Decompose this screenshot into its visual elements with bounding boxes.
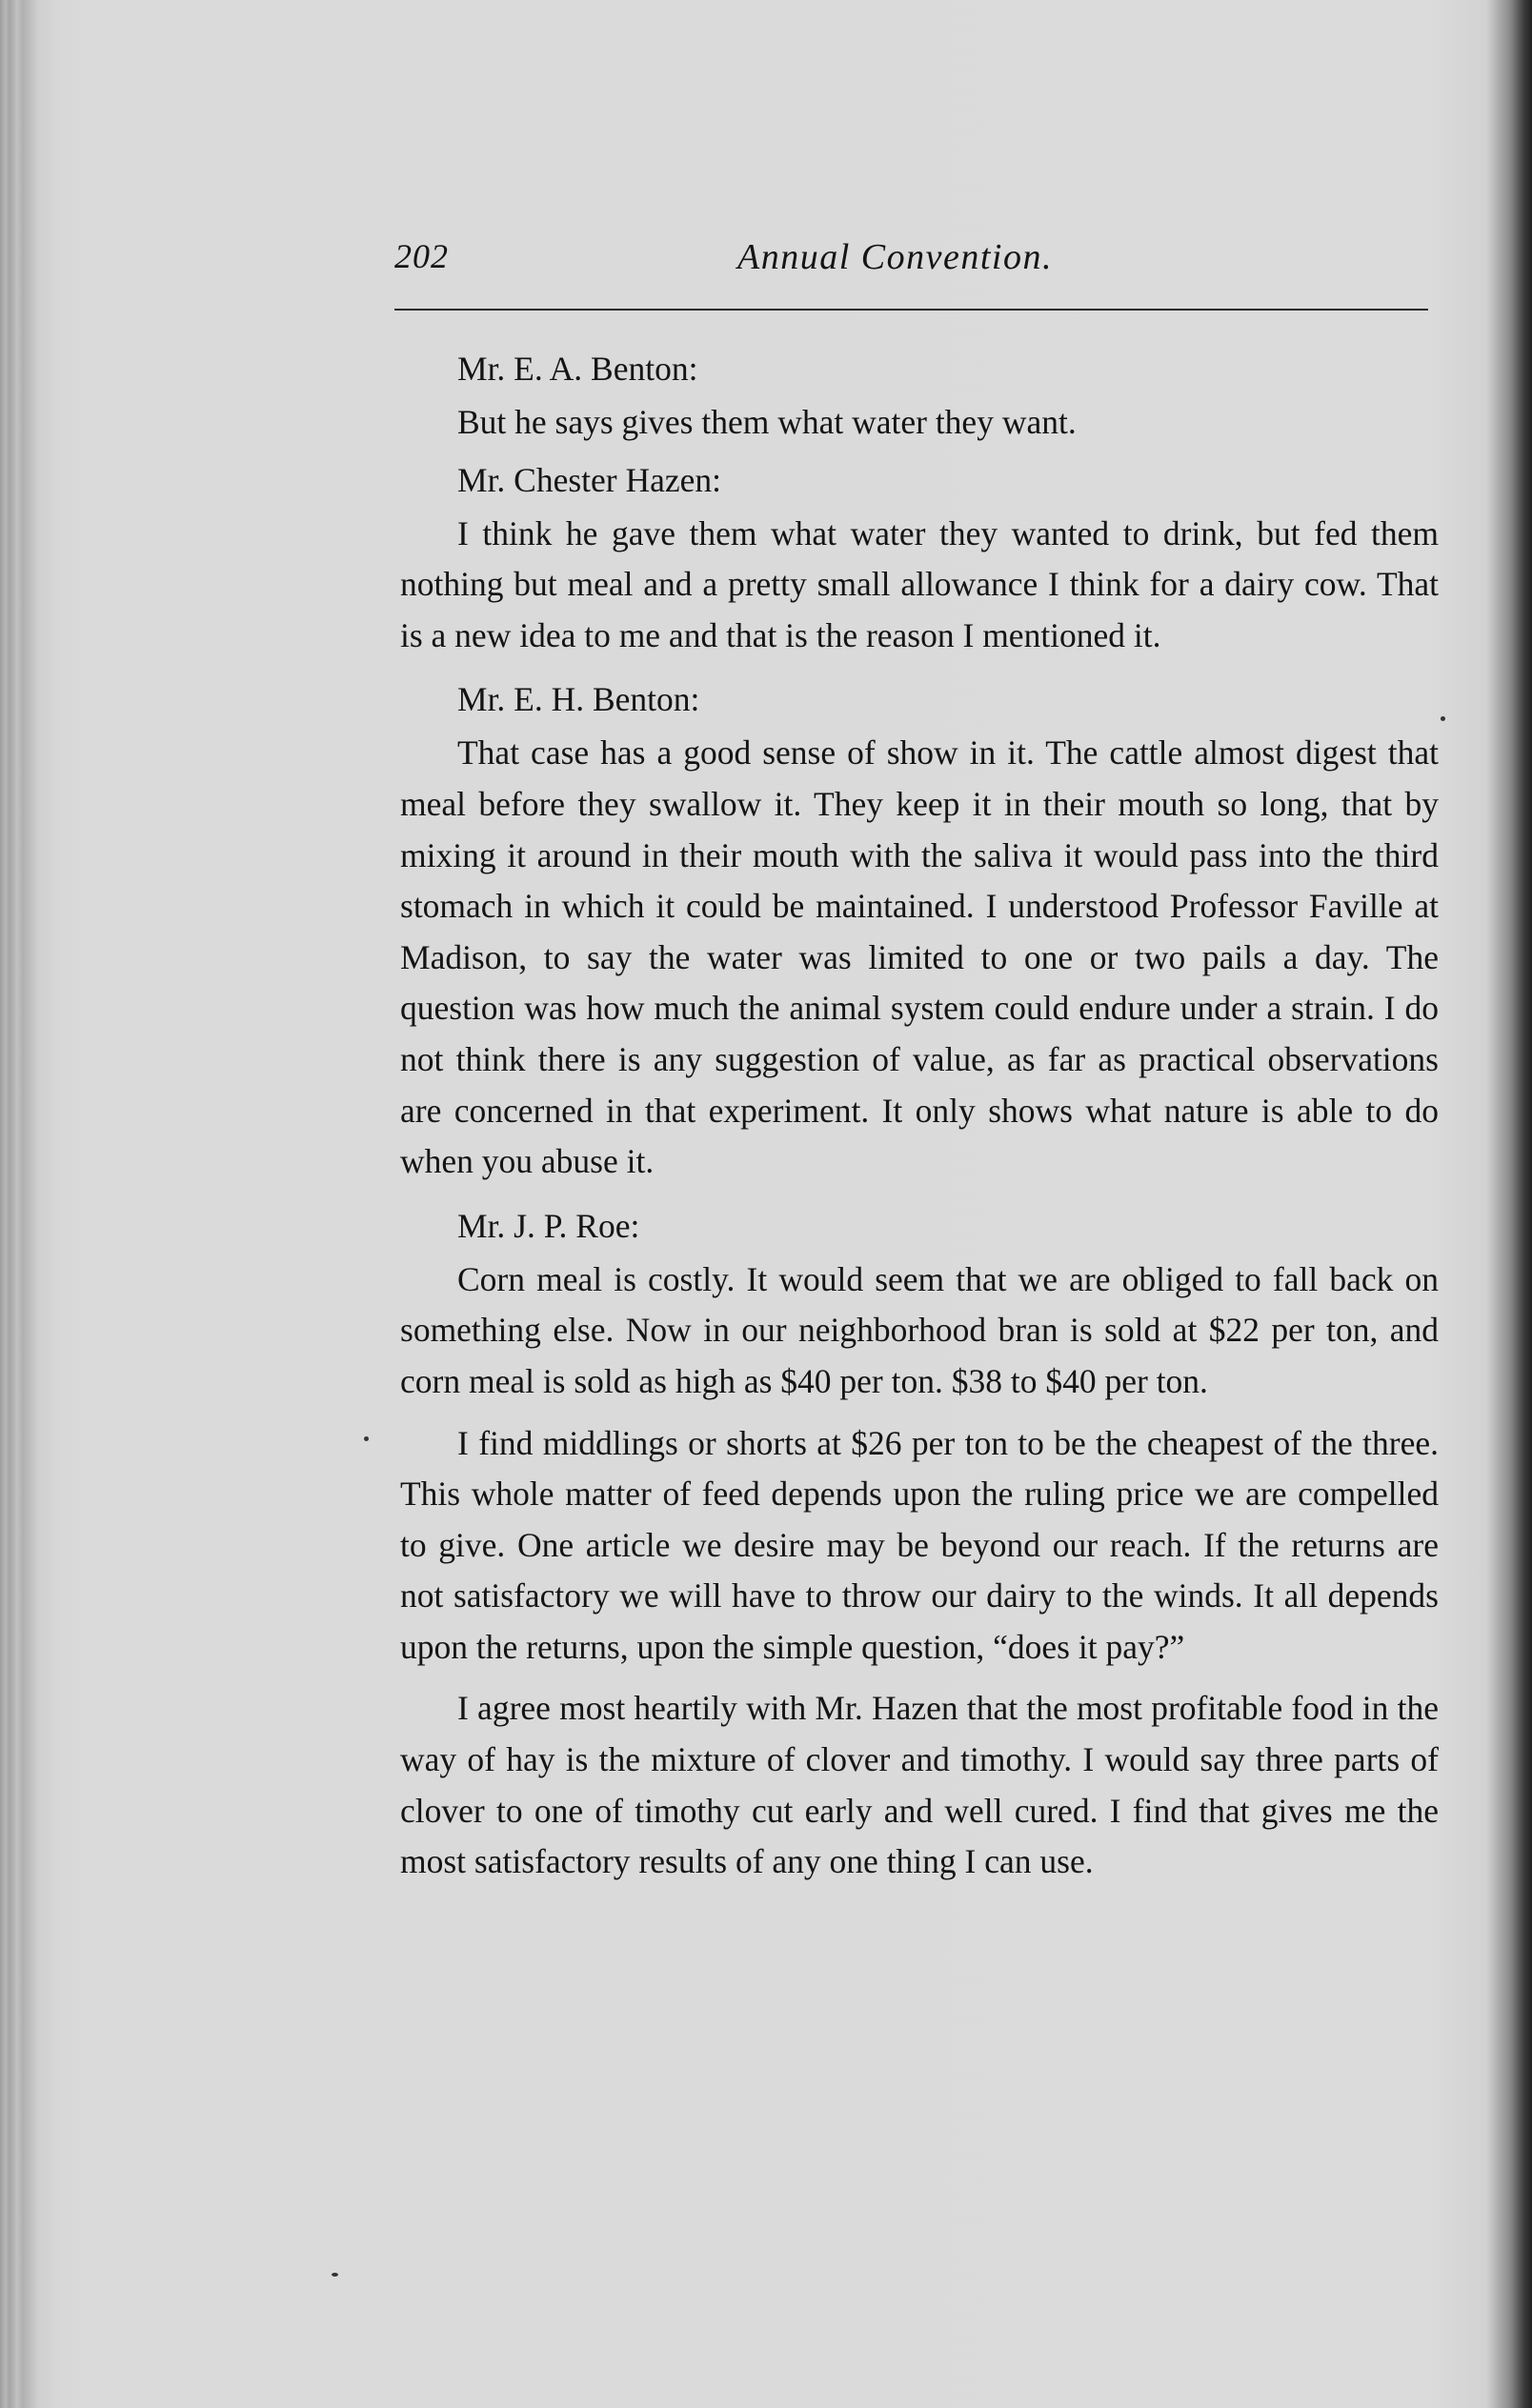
paragraph-e-a-benton: But he says gives them what water they want. bbox=[457, 403, 1077, 441]
paper-speck bbox=[332, 2273, 338, 2277]
page-number: 202 bbox=[394, 237, 449, 275]
paragraph-roe-1: Corn meal is costly. It would seem that we are obliged to fall back on something else. Now in our neighborhood bran is sold at $22 per ton, and corn meal is sold as high as $40 per ton. $38 to $40 per ton. bbox=[400, 1259, 1439, 1400]
paper-speck bbox=[1441, 716, 1445, 721]
speaker-j-p-roe: Mr. J. P. Roe: bbox=[457, 1206, 640, 1245]
running-title: Annual Convention. bbox=[737, 237, 1053, 277]
speaker-chester-hazen: Mr. Chester Hazen: bbox=[457, 460, 722, 499]
book-spine-shadow bbox=[0, 0, 57, 2408]
header-rule bbox=[394, 309, 1428, 311]
paragraph-roe-3: I agree most heartily with Mr. Hazen that the most profitable food in the way of hay is the mixture of clover and timothy. I would say three parts of clover to one of timothy cut early and well cured. I find that gives me the most satisfactory results of any one thing I can use. bbox=[400, 1689, 1439, 1881]
paragraph-e-h-benton: That case has a good sense of show in it. The cattle almost digest that meal before they swallow it. They keep it in their mouth so long, that by mixing it around in their mouth with the saliva it would pass into the third stomach in which it could be maintained. I understood Professor Faville at Madison, to say the water was limited to one or two pails a day. The question was how much the animal system could endure under a strain. I do not think there is any suggestion of value, as far as practical observations are concerned in that experiment. It only shows what nature is able to do when you abuse it. bbox=[400, 733, 1439, 1181]
paper-speck bbox=[364, 1436, 369, 1441]
paragraph-roe-2: I find middlings or shorts at $26 per ton to be the cheapest of the three. This whole matter of feed depends upon the ruling price we are compelled to give. One article we desire may be beyond our reach. If the returns are not satisfactory we will have to throw our dairy to the winds. It all depends upon the returns, upon the simple question, “does it pay?” bbox=[400, 1423, 1439, 1666]
paragraph-chester-hazen: I think he gave them what water they wanted to drink, but fed them nothing but meal and a pretty small allowance I think for a dairy cow. That is a new idea to me and that is the reason I mentioned it. bbox=[400, 513, 1439, 654]
speaker-e-a-benton: Mr. E. A. Benton: bbox=[457, 350, 698, 388]
running-head bbox=[394, 236, 1428, 284]
speaker-e-h-benton: Mr. E. H. Benton: bbox=[457, 680, 700, 719]
page-body bbox=[400, 341, 1439, 1898]
